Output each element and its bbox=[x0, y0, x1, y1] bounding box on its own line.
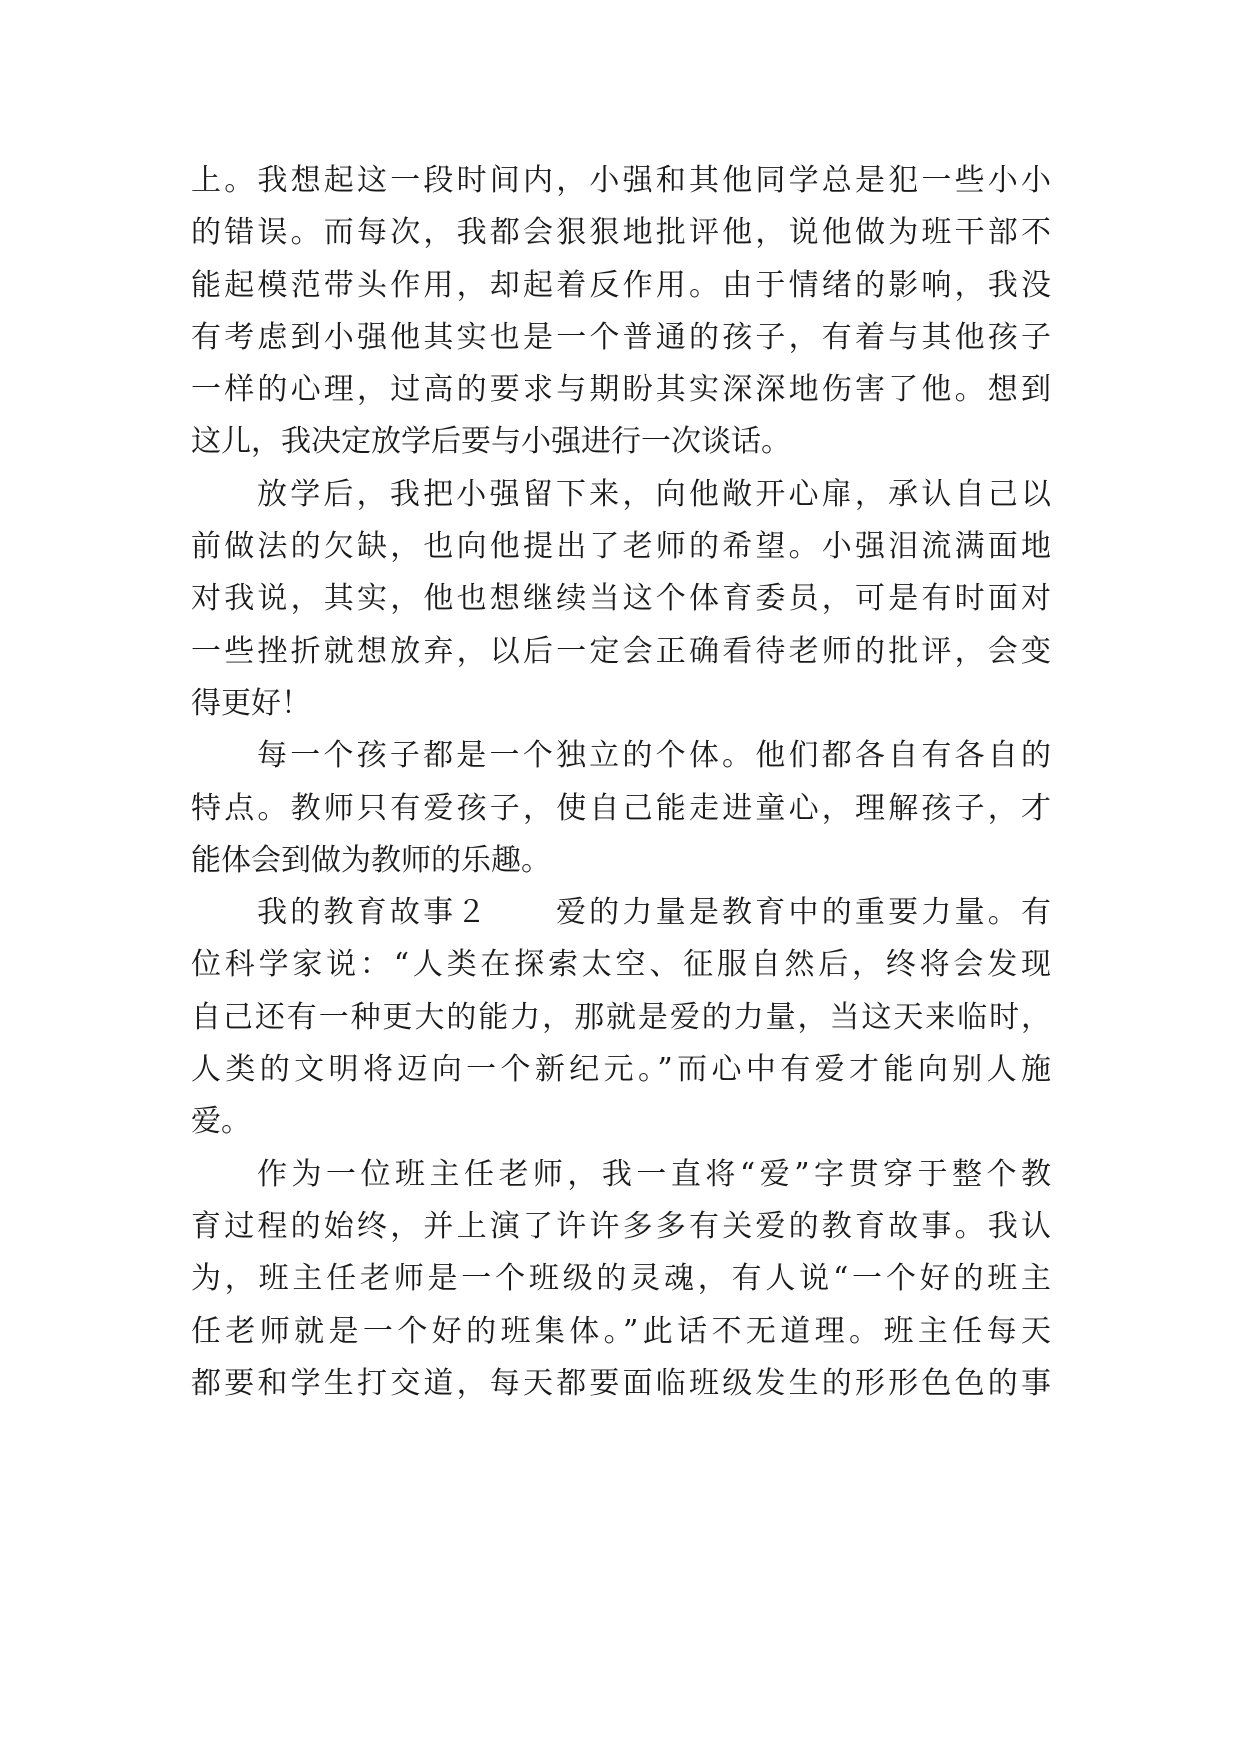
paragraph-first-line: 放学后，我把小强留下来，向他敞开心扉，承认自己以 bbox=[257, 476, 1051, 512]
text-line: 爱。 bbox=[191, 1104, 251, 1140]
text-line: 这儿，我决定放学后要与小强进行一次谈话。 bbox=[191, 424, 791, 460]
text-line: 一样的心理，过高的要求与期盼其实深深地伤害了他。想到 bbox=[191, 372, 1051, 408]
paragraph-first-line: 我的教育故事２ 爱的力量是教育中的重要力量。有 bbox=[257, 895, 1051, 931]
paragraph-first-line: 每一个孩子都是一个独立的个体。他们都各自有各自的 bbox=[257, 738, 1051, 774]
text-line: 的错误。而每次，我都会狠狠地批评他，说他做为班干部不 bbox=[191, 215, 1051, 251]
text-line: 位科学家说：“人类在探索太空、征服自然后，终将会发现 bbox=[191, 947, 1051, 983]
text-line: 人类的文明将迈向一个新纪元。”而心中有爱才能向别人施 bbox=[191, 1052, 1051, 1088]
text-line: 能体会到做为教师的乐趣。 bbox=[191, 842, 551, 878]
text-line: 特点。教师只有爱孩子，使自己能走进童心，理解孩子，才 bbox=[191, 790, 1051, 826]
text-line: 前做法的欠缺，也向他提出了老师的希望。小强泪流满面地 bbox=[191, 529, 1051, 565]
text-line: 得更好！ bbox=[191, 685, 311, 721]
text-line: 能起模范带头作用，却起着反作用。由于情绪的影响，我没 bbox=[191, 267, 1051, 303]
text-line: 有考虑到小强他其实也是一个普通的孩子，有着与其他孩子 bbox=[191, 319, 1051, 355]
text-line: 为，班主任老师是一个班级的灵魂，有人说“一个好的班主 bbox=[191, 1261, 1051, 1297]
text-line: 都要和学生打交道，每天都要面临班级发生的形形色色的事 bbox=[191, 1365, 1051, 1401]
paragraph-first-line: 作为一位班主任老师，我一直将“爱”字贯穿于整个教 bbox=[257, 1156, 1051, 1192]
text-line: 上。我想起这一段时间内，小强和其他同学总是犯一些小小 bbox=[191, 163, 1051, 198]
text-line: 育过程的始终，并上演了许许多多有关爱的教育故事。我认 bbox=[191, 1208, 1051, 1244]
text-line: 任老师就是一个好的班集体。”此话不无道理。班主任每天 bbox=[191, 1313, 1051, 1349]
document-body bbox=[191, 155, 1051, 1410]
text-line: 自己还有一种更大的能力，那就是爱的力量，当这天来临时， bbox=[191, 999, 1051, 1035]
text-line: 一些挫折就想放弃，以后一定会正确看待老师的批评，会变 bbox=[191, 633, 1051, 669]
text-line: 对我说，其实，他也想继续当这个体育委员，可是有时面对 bbox=[191, 581, 1051, 617]
